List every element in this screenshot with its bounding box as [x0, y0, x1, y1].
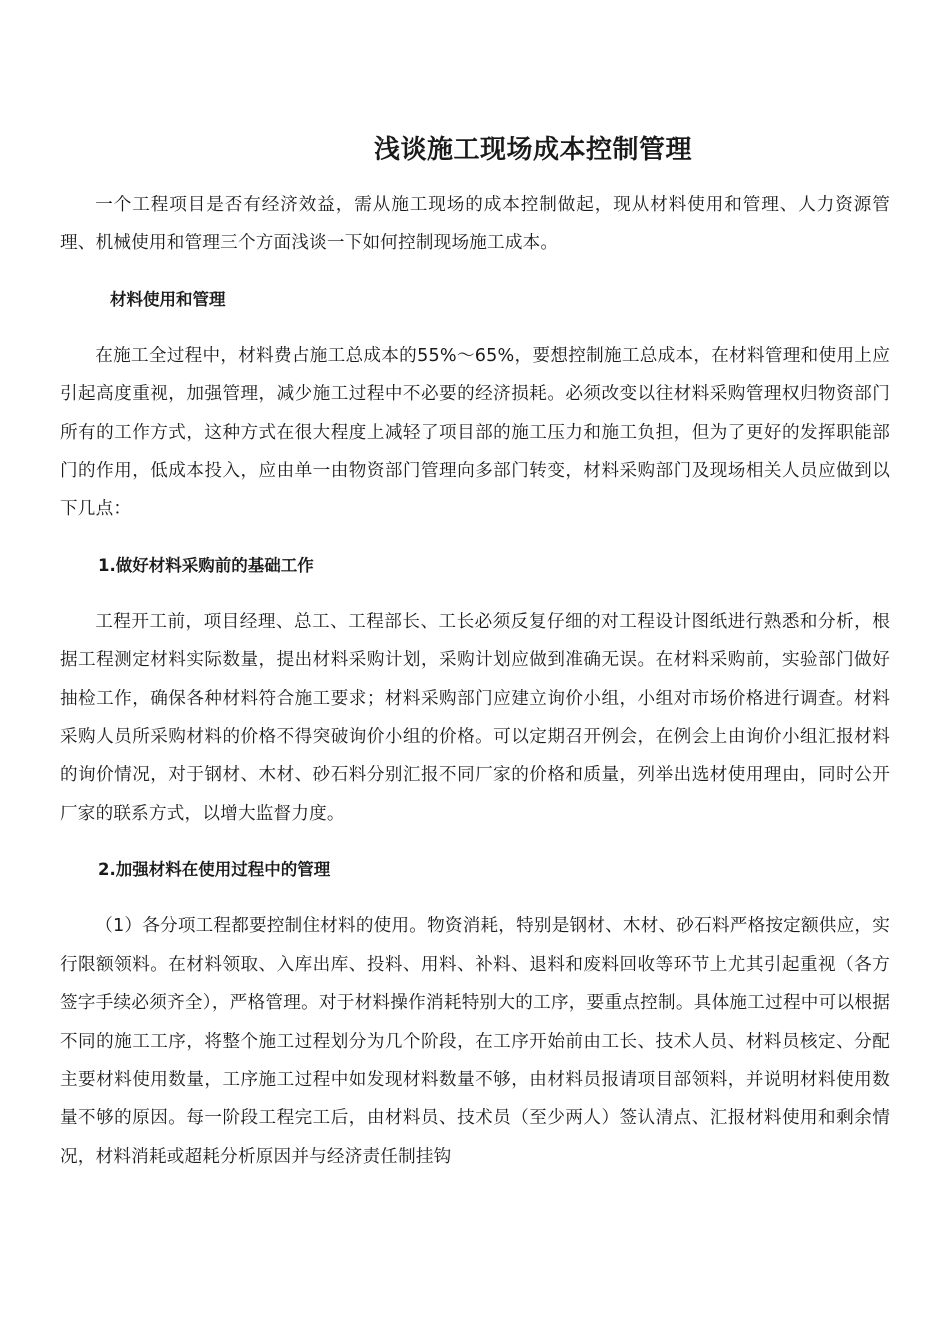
materials-cost-percent: 55%～65%	[417, 345, 515, 366]
subsection-heading-usage: 2.加强材料在使用过程中的管理	[98, 860, 331, 880]
document-title: 浅谈施工现场成本控制管理	[373, 135, 692, 165]
usage-paragraph-text: 各分项工程都要控制住材料的使用。物资消耗，特别是钢材、木材、砂石料严格按定额供应，实行限额领料。在材料领取、入库出库、投料、用料、补料、退料和废料回收等环节上尤其引起重视（各方签字手续必须齐全），严格管理。对于材料操作消耗特别大的工序，要重点控制。具体施工过程中可以根据不同的施工工序，将整个施工过程划分为几个阶段，在工序开始前由工长、技术人员、材料员核定、分配主要材料使用数量，工序施工过程中如发现材料数量不够，由材料员报请项目部领料，并说明材料使用数量不够的原因。每一阶段工程完工后，由材料员、技术员（至少两人）签认清点、汇报材料使用和剩余情况，材料消耗或超耗分析原因并与经济责任制挂钩	[60, 916, 890, 1167]
intro-paragraph: 一个工程项目是否有经济效益，需从施工现场的成本控制做起，现从材料使用和管理、人力资源管理、机械使用和管理三个方面浅谈一下如何控制现场施工成本。	[60, 195, 890, 254]
section-heading-materials: 材料使用和管理	[110, 289, 226, 309]
materials-paragraph	[60, 337, 890, 529]
document-page	[60, 118, 890, 1176]
usage-paragraph	[60, 907, 890, 1176]
materials-paragraph-rest: ，要想控制施工总成本，在材料管理和使用上应引起高度重视，加强管理，减少施工过程中不必要的经济损耗。必须改变以往材料采购管理权归物资部门所有的工作方式，这种方式在很大程度上减轻了项目部的施工压力和施工负担，但为了更好的发挥职能部门的作用，低成本投入，应由单一由物资部门管理向多部门转变，材料采购部门及现场相关人员应做到以下几点：	[60, 345, 890, 520]
usage-item-number: （1）	[95, 916, 143, 937]
procurement-paragraph: 工程开工前，项目经理、总工、工程部长、工长必须反复仔细的对工程设计图纸进行熟悉和分析，根据工程测定材料实际数量，提出材料采购计划，采购计划应做到准确无误。在材料采购前，实验部门做好抽检工作，确保各种材料符合施工要求；材料采购部门应建立询价小组，小组对市场价格进行调查。材料采购人员所采购材料的价格不得突破询价小组的价格。可以定期召开例会，在例会上由询价小组汇报材料的询价情况，对于钢材、木材、砂石料分别汇报不同厂家的价格和质量，列举出选材使用理由，同时公开厂家的联系方式，以增大监督力度。	[60, 611, 890, 824]
materials-paragraph-start: 在施工全过程中，材料费占施工总成本的	[95, 345, 418, 366]
subsection-heading-procurement: 1.做好材料采购前的基础工作	[98, 555, 314, 575]
